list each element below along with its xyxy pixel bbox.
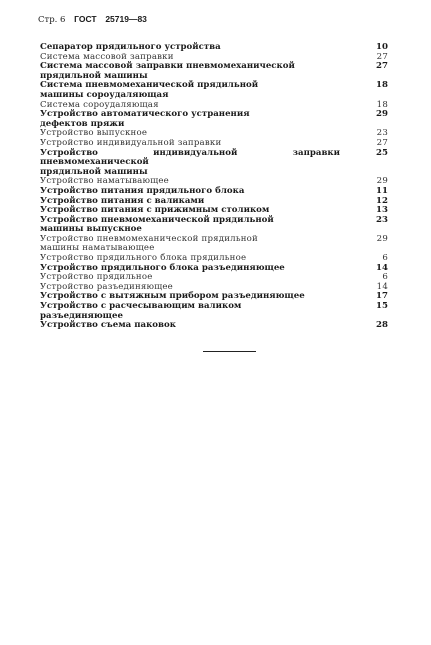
index-entry-line: Устройство разъединяющее — [40, 281, 173, 292]
index-entry-page: 11 — [376, 185, 388, 196]
index-entry-page: 23 — [376, 128, 388, 139]
page-header — [38, 14, 153, 25]
index-entry-line: Система пневмомеханической прядильной — [40, 80, 259, 91]
index-entry-line: Устройство питания с валиками — [40, 195, 205, 206]
index-entry — [40, 321, 388, 331]
index-entry-term — [40, 149, 340, 178]
index-entry-page: 6 — [382, 272, 388, 283]
index-list — [40, 43, 388, 331]
index-entry — [40, 62, 388, 81]
index-entry-line: прядильной машины — [40, 166, 148, 177]
index-entry — [40, 216, 388, 235]
index-entry-page: 14 — [376, 262, 388, 273]
index-entry — [40, 302, 388, 321]
index-entry-term — [40, 235, 340, 254]
standard-label: ГОСТ — [74, 14, 97, 24]
index-entry — [40, 235, 388, 254]
index-entry-page: 13 — [376, 205, 388, 216]
index-entry-line: Устройство съема паковок — [40, 320, 176, 331]
index-entry-line: Устройство индивидуальной заправки — [40, 137, 222, 148]
index-entry-line: машины сороудаляющая — [40, 89, 169, 100]
index-entry-page: 28 — [376, 320, 388, 331]
index-entry-line: прядильной машины — [40, 70, 148, 81]
index-entry-line: машины выпускное — [40, 224, 142, 235]
index-entry-line: Устройство прядильного блока разъединяющее — [40, 262, 285, 273]
index-entry-page: 29 — [376, 176, 388, 187]
index-entry-line: Сепаратор прядильного устройства — [40, 42, 221, 52]
index-entry-line: разъединяющее — [40, 310, 123, 321]
index-entry-line: Устройство прядильного блока прядильное — [40, 253, 247, 264]
index-entry-line: Устройство выпускное — [40, 128, 148, 139]
index-entry-term — [40, 321, 340, 331]
index-entry-term — [40, 62, 340, 81]
index-entry-term — [40, 110, 340, 129]
index-entry-page: 14 — [376, 281, 388, 292]
index-entry-page: 27 — [376, 137, 388, 148]
index-entry-page: 12 — [376, 195, 388, 206]
index-entry-term — [40, 81, 340, 100]
standard-number: 25719—83 — [105, 14, 147, 24]
index-entry-line: Устройство прядильное — [40, 272, 153, 283]
index-entry-line: Устройство питания прядильного блока — [40, 185, 245, 196]
index-entry-line: Устройство пневмомеханической прядильной — [40, 233, 258, 244]
index-entry-term — [40, 216, 340, 235]
index-entry-page: 25 — [376, 147, 388, 158]
index-entry-page: 23 — [376, 214, 388, 225]
index-entry-line: Устройство с вытяжным прибором разъединяющее — [40, 291, 305, 302]
index-entry-page: 27 — [376, 61, 388, 72]
index-entry-page: 27 — [376, 51, 388, 62]
index-entry-term — [40, 302, 340, 321]
index-entry-line: Устройство автоматического устранения — [40, 109, 250, 120]
index-entry-line: дефектов пряжи — [40, 118, 125, 129]
index-entry-line: машины наматывающее — [40, 243, 155, 254]
index-entry-line: Система сороудаляющая — [40, 99, 159, 110]
index-entry — [40, 149, 388, 178]
index-entry — [40, 81, 388, 100]
index-entry-page: 29 — [376, 109, 388, 120]
index-entry-page: 15 — [376, 301, 388, 312]
separator-line — [203, 351, 256, 352]
index-entry-page: 6 — [382, 253, 388, 264]
page-label: Стр. 6 — [38, 15, 66, 25]
index-entry-line: Система массовой заправки пневмомеханической — [40, 61, 295, 72]
index-entry-line: Система массовой заправки — [40, 51, 174, 62]
index-entry-page: 18 — [376, 80, 388, 91]
index-entry-line: Устройство индивидуальной заправки пневмомеханической — [40, 147, 340, 168]
index-entry-line: Устройство наматывающее — [40, 176, 169, 187]
index-entry-line: Устройство пневмомеханической прядильной — [40, 214, 274, 225]
index-entry-page: 18 — [376, 99, 388, 110]
index-entry-line: Устройство питания с прижимным столиком — [40, 205, 270, 216]
index-entry-line: Устройство с расчесывающим валиком — [40, 301, 242, 312]
index-entry — [40, 110, 388, 129]
index-entry-page: 10 — [376, 42, 388, 52]
index-entry-page: 17 — [376, 291, 388, 302]
index-entry-page: 29 — [376, 233, 388, 244]
